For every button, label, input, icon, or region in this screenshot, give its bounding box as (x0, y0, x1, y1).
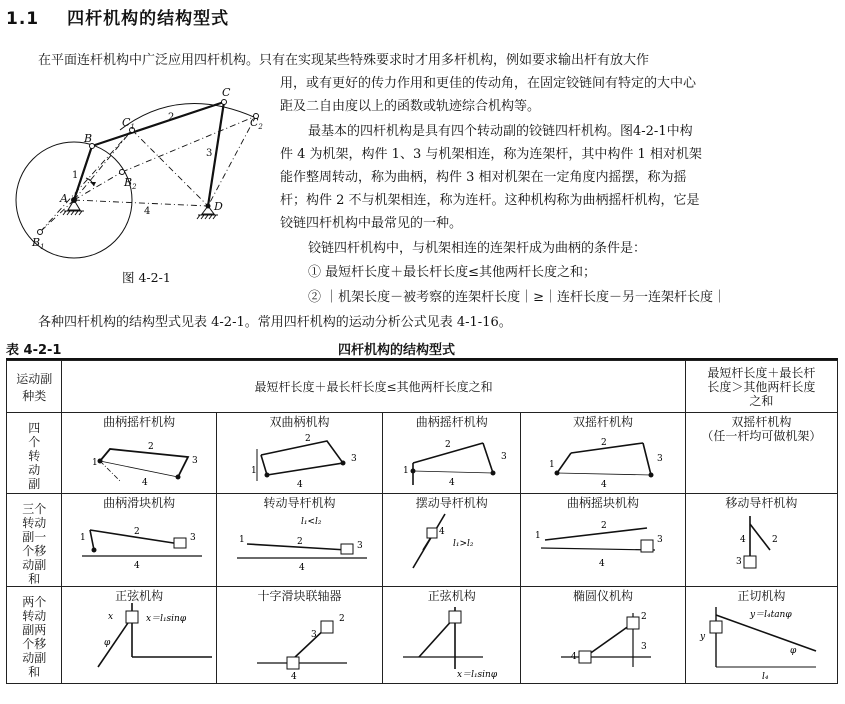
row-label-three-revolute-one-prismatic: 三个转动副一个移动副和 (7, 494, 62, 587)
svg-text:x＝l₁sinφ: x＝l₁sinφ (146, 614, 187, 624)
svg-text:2: 2 (304, 434, 311, 444)
svg-text:2: 2 (296, 537, 303, 547)
label-B: B (84, 132, 93, 145)
mechanism-name: 正弦机构 (427, 589, 476, 603)
mechanism-name: 曲柄摇杆机构 (415, 415, 488, 429)
svg-text:4: 4 (601, 480, 608, 490)
svg-text:l₁<l₂: l₁<l₂ (300, 517, 322, 527)
label-D: D (214, 200, 223, 213)
svg-text:3: 3 (657, 454, 664, 464)
svg-text:l₁>l₂: l₁>l₂ (453, 539, 474, 549)
label-B1: $B_1$ (32, 236, 45, 251)
svg-text:4: 4 (449, 478, 455, 488)
paragraph-2-line-1: 最基本的四杆机构是具有四个转动副的铰链四杆机构。图4-2-1中构 (308, 124, 693, 139)
mechanism-name: 双摇杆机构 (572, 415, 633, 429)
label-link-2: 2 (168, 112, 175, 123)
svg-text:2: 2 (601, 521, 608, 531)
svg-text:3: 3 (350, 454, 357, 464)
label-C1: $C_1$ (122, 116, 135, 131)
svg-text:1: 1 (549, 460, 556, 470)
cell-slider-crank (62, 494, 215, 574)
svg-text:4: 4 (296, 480, 303, 490)
svg-text:φ: φ (789, 646, 796, 656)
svg-text:4: 4 (142, 478, 149, 488)
svg-text:4: 4 (599, 559, 606, 569)
mechanism-name: 正弦机构 (115, 589, 164, 603)
mechanism-name: 曲柄摇杆机构 (103, 415, 176, 429)
label-C: C (222, 86, 231, 99)
cell-moving-guide (686, 494, 837, 574)
cell-double-rocker (521, 413, 684, 493)
svg-text:2: 2 (771, 535, 778, 545)
svg-text:2: 2 (338, 614, 345, 624)
figure-caption: 图 4-2-1 (122, 270, 171, 285)
cell-crank-rocking-block (521, 494, 684, 574)
paragraph-3: 铰链四杆机构中，与机架相连的连架杆成为曲柄的条件是： (308, 241, 647, 256)
coupler-arc (120, 104, 256, 130)
svg-text:4: 4 (439, 527, 445, 537)
paragraph-1-line-1: 在平面连杆机构中广泛应用四杆机构。只有在实现某些特殊要求时才用多杆机构，例如要求输出杆有放大作 (38, 53, 650, 68)
svg-text:2: 2 (134, 527, 141, 537)
cell-crank-rocker-2 (383, 413, 520, 493)
svg-text:φ: φ (104, 638, 111, 648)
svg-text:3: 3 (657, 535, 664, 545)
cell-crank-rocker (62, 413, 215, 493)
svg-text:1: 1 (92, 458, 99, 468)
svg-text:4: 4 (134, 561, 141, 571)
svg-text:4: 4 (739, 535, 746, 545)
cell-rotating-guide (217, 494, 382, 574)
label-A: A (60, 192, 68, 205)
cell-ellipsograph (521, 587, 684, 683)
svg-text:3: 3 (735, 557, 742, 567)
cell-double-rocker-any-frame (686, 413, 837, 493)
mechanism-name: 双摇杆机构 （任一杆均可做机架） (701, 415, 822, 443)
cell-double-crank (217, 413, 382, 493)
crank-rocker-diagram (62, 413, 214, 493)
label-B2: $B_2$ (124, 176, 137, 191)
mechanism-name: 移动导杆机构 (725, 496, 798, 510)
cell-tangent-mechanism (686, 587, 837, 683)
svg-text:1: 1 (238, 535, 245, 545)
paragraph-2-line-4: 杆；构件 2 不与机架相连，称为连杆。这种机构称为曲柄摇杆机构，它是 (280, 193, 700, 208)
paragraph-2-line-3: 能作整周转动，称为曲柄，构件 3 相对机架在一定角度内摇摆，称为摇 (280, 170, 687, 185)
paragraph-1-line-2: 用，或有更好的传力作用和更佳的传动角，在固定铰链间有特定的大中心 (280, 76, 697, 91)
table-name: 四杆机构的结构型式 (338, 343, 456, 358)
row-label-four-revolute: 四个转动副 (7, 413, 62, 494)
row-label-two-revolute-two-prismatic: 两个转动副两个移动副和 (7, 587, 62, 684)
mechanism-name: 摆动导杆机构 (415, 496, 488, 510)
svg-text:3: 3 (641, 642, 648, 652)
svg-text:x＝l₁sinφ: x＝l₁sinφ (457, 670, 498, 680)
cell-swinging-guide (383, 494, 520, 574)
mechanism-name: 曲柄摇块机构 (566, 496, 639, 510)
label-link-3: 3 (206, 148, 213, 159)
mechanism-name: 十字滑块联轴器 (257, 589, 342, 603)
svg-text:4: 4 (298, 563, 305, 573)
section-number: 1.1 (6, 9, 40, 29)
svg-text:2: 2 (601, 438, 608, 448)
label-link-4: 4 (144, 206, 151, 217)
link-2 (92, 102, 224, 146)
svg-text:2: 2 (641, 612, 648, 622)
label-link-1: 1 (72, 170, 79, 181)
mechanism-name: 双曲柄机构 (269, 415, 330, 429)
svg-text:2: 2 (148, 442, 155, 452)
condition-1: ① 最短杆长度＋最长杆长度≤其他两杆长度之和； (308, 265, 597, 280)
svg-text:3: 3 (192, 456, 199, 466)
four-bar-linkage-figure (10, 84, 280, 264)
svg-text:4: 4 (290, 672, 297, 682)
svg-text:y＝l₄tanφ: y＝l₄tanφ (749, 610, 792, 620)
svg-text:1: 1 (80, 533, 87, 543)
link-4-frame (74, 200, 208, 206)
condition-2: ② ｜机架长度－被考察的连架杆长度｜≥｜连杆长度－另一连架杆长度｜ (308, 290, 727, 305)
svg-text:3: 3 (501, 452, 507, 462)
structure-types-table (6, 360, 838, 684)
svg-text:1: 1 (403, 466, 409, 476)
mechanism-name: 转动导杆机构 (263, 496, 336, 510)
section-title: 四杆机构的结构型式 (67, 9, 230, 29)
table-id: 表 4-2-1 (6, 343, 62, 358)
mechanism-name: 正切机构 (737, 589, 786, 603)
header-joint-type: 运动副种类 (7, 361, 62, 413)
paragraph-2-line-5: 铰链四杆机构中最常见的一种。 (280, 216, 463, 231)
svg-text:3: 3 (190, 533, 197, 543)
header-non-grashof: 最短杆长度＋最长杆长度＞其他两杆长度之和 (685, 361, 837, 413)
header-grashof: 最短杆长度＋最长杆长度≤其他两杆长度之和 (62, 361, 685, 413)
paragraph-4: 各种四杆机构的结构型式见表 4-2-1。常用四杆机构的运动分析公式见表 4-1-16。 (38, 315, 512, 330)
label-C2: $C_2$ (250, 116, 263, 131)
svg-text:y: y (699, 632, 705, 642)
paragraph-2-line-2: 件 4 为机架，构件 1、3 与机架相连，称为连架杆，其中构件 1 相对机架 (280, 147, 702, 162)
svg-text:3: 3 (356, 541, 363, 551)
svg-text:4: 4 (571, 652, 578, 662)
cell-sine-mechanism-2 (383, 587, 520, 683)
svg-text:2: 2 (445, 440, 451, 450)
svg-text:x: x (108, 612, 114, 622)
svg-text:1: 1 (250, 466, 257, 476)
svg-text:l₄: l₄ (761, 672, 769, 682)
mechanism-name: 椭圆仪机构 (572, 589, 633, 603)
svg-text:1: 1 (535, 531, 542, 541)
cell-sine-mechanism (62, 587, 215, 683)
paragraph-1-line-3: 距及二自由度以上的函数或轨迹综合机构等。 (280, 99, 541, 114)
mechanism-name: 曲柄滑块机构 (103, 496, 176, 510)
svg-text:3: 3 (310, 630, 317, 640)
cell-oldham-coupling (217, 587, 382, 683)
section-heading (6, 4, 229, 29)
